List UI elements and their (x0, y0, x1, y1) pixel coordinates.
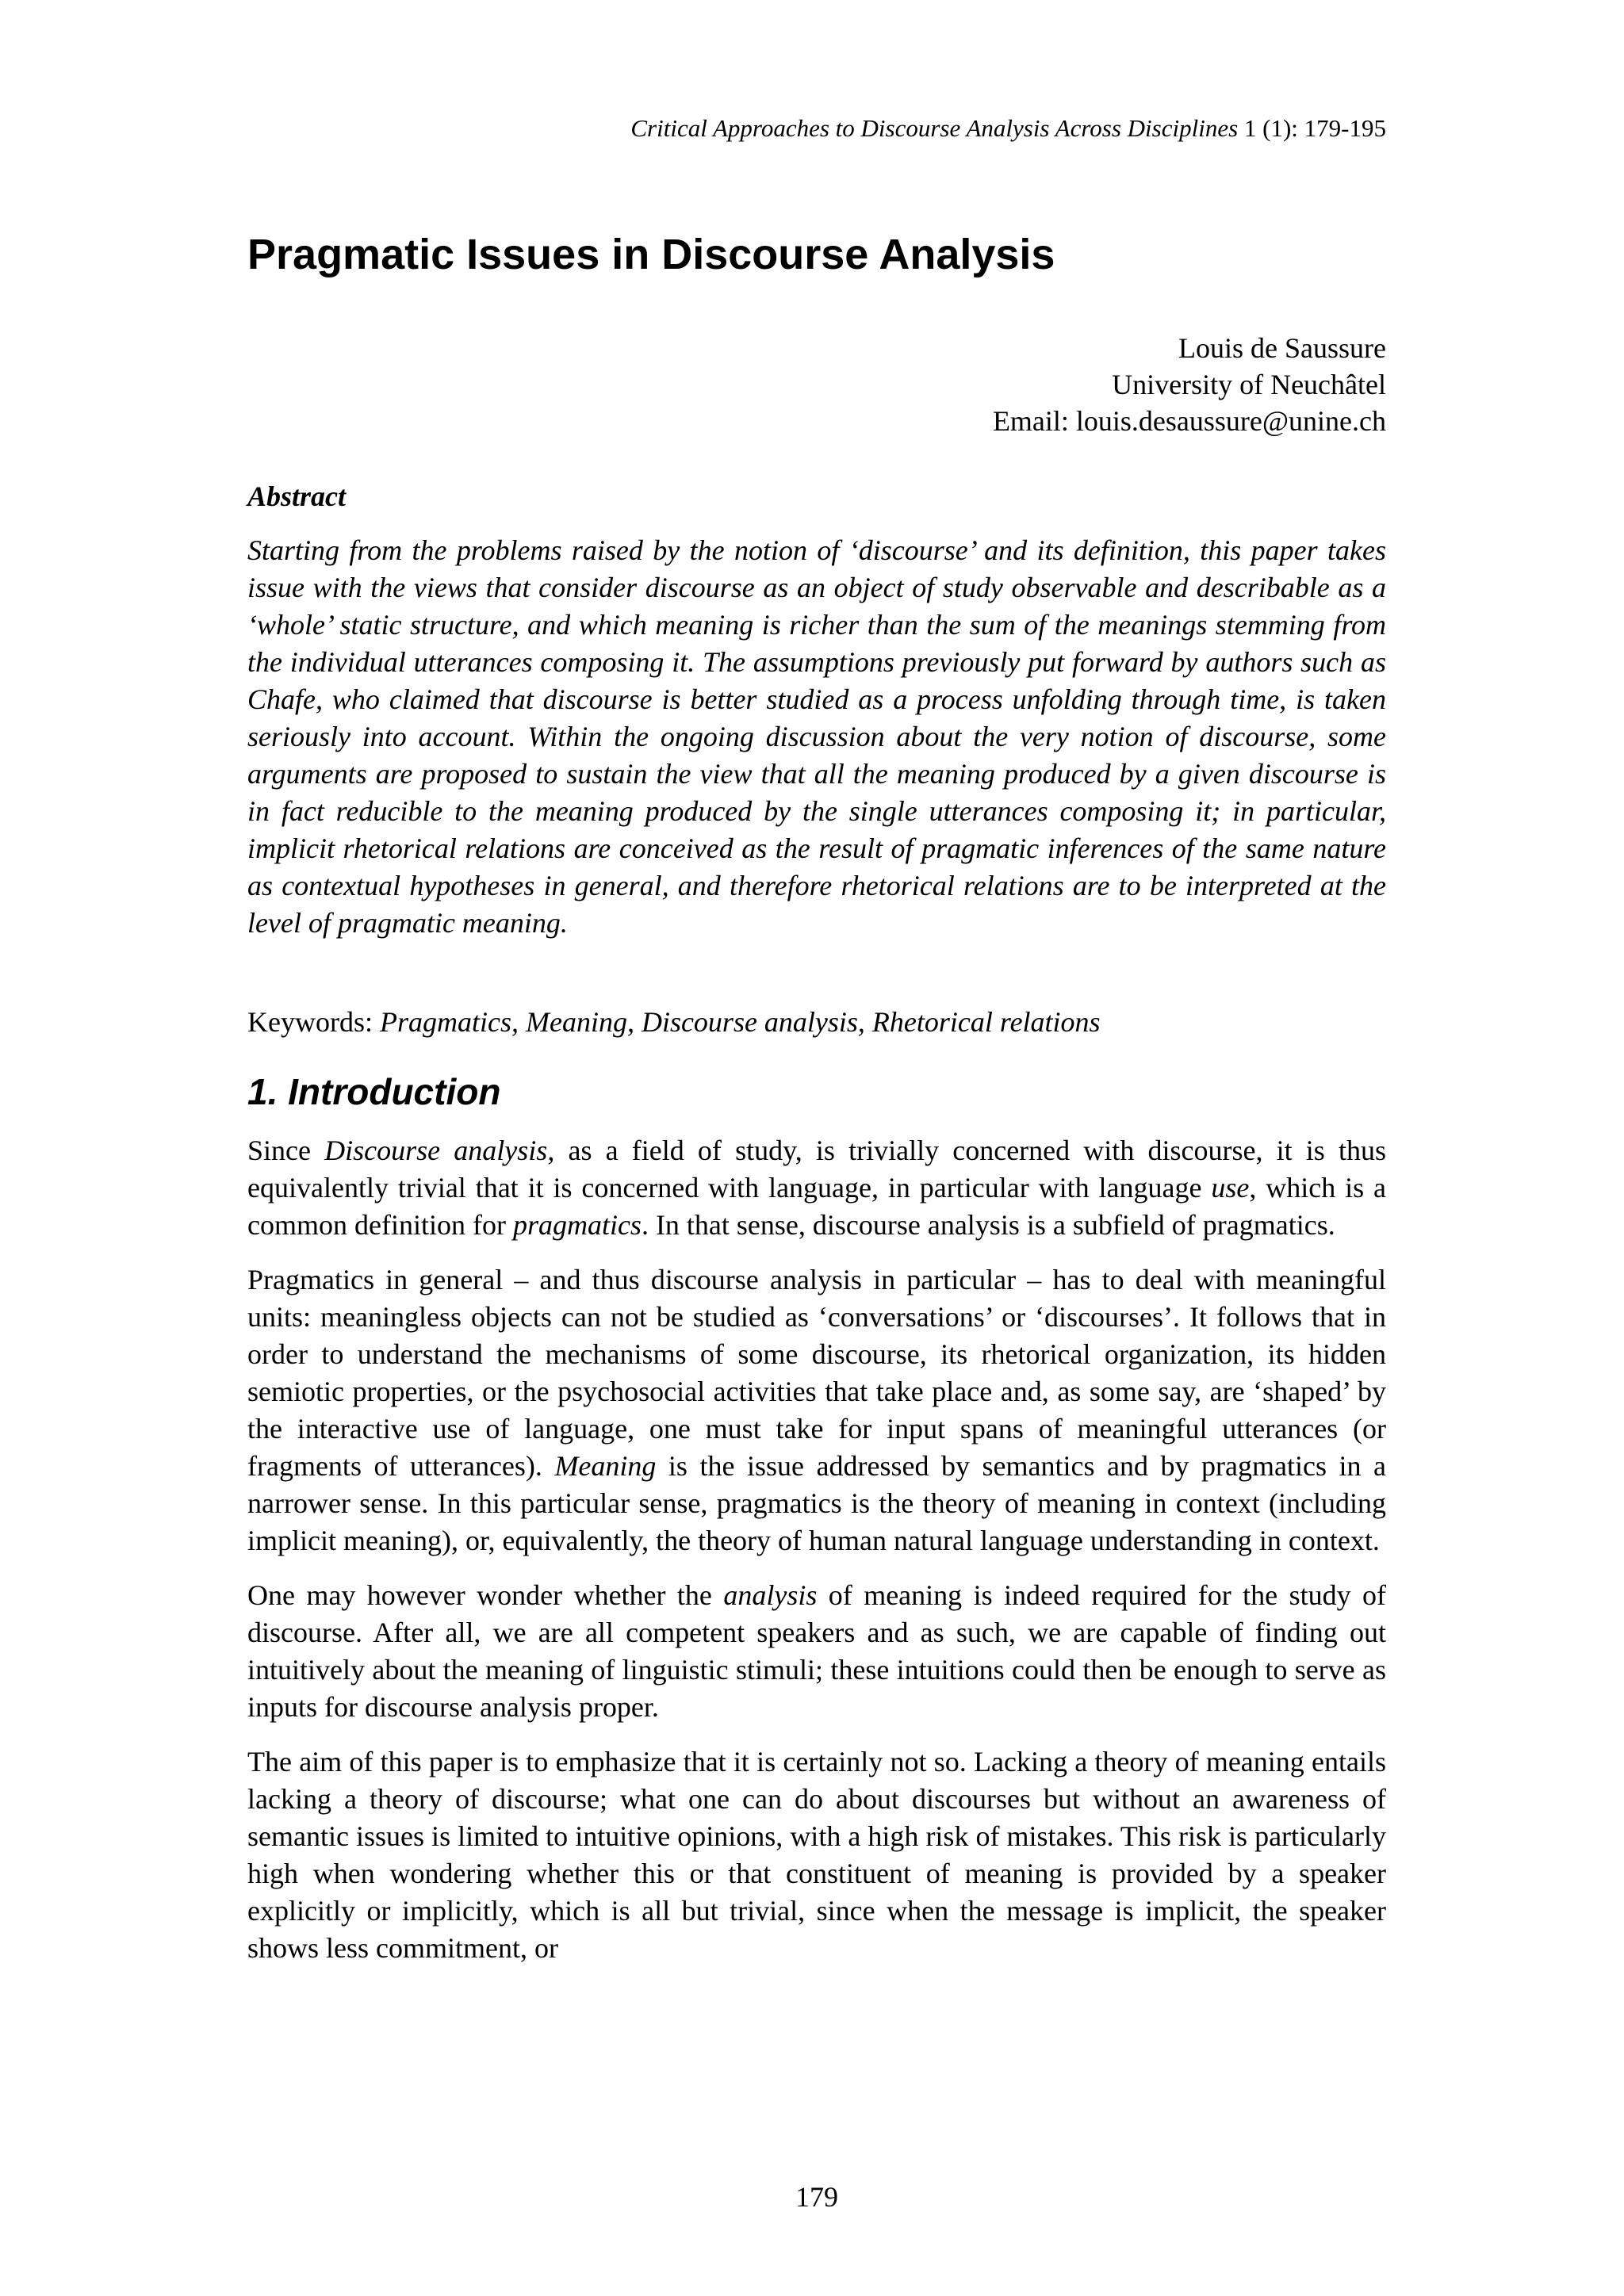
keywords-label: Keywords: (247, 1006, 380, 1038)
keywords-list: Pragmatics, Meaning, Discourse analysis, Rhetorical relations (379, 1006, 1101, 1038)
paragraph-4: The aim of this paper is to emphasize that it is certainly not so. Lacking a theory of meaning entails lacking a theory of discourse; what one can do about discourses but without an awareness of semantic issues is limited to intuitive opinions, with a high risk of mistakes. This risk is particularly high when wondering whether this or that constituent of meaning is provided by a speaker explicitly or implicitly, which is all but trivial, since when the message is implicit, the speaker shows less commitment, or (247, 1746, 1386, 1964)
paragraph-2 (247, 1261, 1386, 1559)
emphasis-meaning: Meaning (554, 1450, 657, 1482)
author-email: Email: louis.desaussure@unine.ch (992, 405, 1386, 437)
author-name: Louis de Saussure (1178, 332, 1386, 364)
emphasis-use: use (1211, 1172, 1250, 1203)
paper-page (247, 0, 1386, 2296)
text-run: . In that sense, discourse analysis is a subfield of pragmatics. (641, 1209, 1335, 1241)
journal-name: Critical Approaches to Discourse Analysis Across Disciplines (630, 114, 1239, 142)
running-header (630, 113, 1386, 144)
section-heading-introduction: 1. Introduction (247, 1071, 501, 1112)
page-number: 179 (795, 2181, 838, 2213)
author-block (993, 330, 1386, 439)
paragraph-1 (247, 1132, 1386, 1244)
section-body (247, 1132, 1386, 1984)
author-affiliation: University of Neuchâtel (1112, 369, 1386, 400)
abstract-heading: Abstract (247, 480, 347, 512)
emphasis-pragmatics: pragmatics (512, 1209, 642, 1241)
text-run: of meaning is indeed required for the study of discourse. After all, we are all competent speakers and as such, we are capable of finding out intuitively about the meaning of linguistic stimuli; these intuitions could then be enough to serve as inputs for discourse analysis proper. (247, 1579, 1386, 1723)
emphasis-discourse-analysis: Discourse analysis (324, 1135, 548, 1166)
text-run: is the issue addressed by semantics and by pragmatics in a narrower sense. In this particular sense, pragmatics is the theory of meaning in context (including implicit meaning), or, equivalently, the theory of human natural language understanding in context. (247, 1450, 1387, 1556)
journal-issue: 1 (1): 179-195 (1238, 114, 1386, 142)
text-run: , as a field of study, is trivially concerned with discourse, it is thus equivalently trivial that it is concerned with language, in particular with language (247, 1135, 1386, 1203)
text-run: Pragmatics in general – and thus discourse analysis in particular – has to deal with meaningful units: meaningless objects can not be studied as ‘conversations’ or ‘discourses’. It follows that in order to understand the mechanisms of some discourse, its rhetorical organization, its hidden semiotic properties, or the psychosocial activities that take place and, as some say, are ‘shaped’ by the interactive use of language, one must take for input spans of meaningful utterances (or fragments of utterances). (247, 1264, 1386, 1482)
paper-title: Pragmatic Issues in Discourse Analysis (247, 231, 1055, 278)
abstract-text: Starting from the problems raised by the notion of ‘discourse’ and its definition, this paper takes issue with the views that consider discourse as an object of study observable and describable as a ‘whole’ static structure, and which meaning is richer than the sum of the meanings stemming from the individual utterances composing it. The assumptions previously put forward by authors such as Chafe, who claimed that discourse is better studied as a process unfolding through time, is taken seriously into account. Within the ongoing discussion about the very notion of discourse, some arguments are proposed to sustain the view that all the meaning produced by a given discourse is in fact reducible to the meaning produced by the single utterances composing it; in particular, implicit rhetorical relations are conceived as the result of pragmatic inferences of the same nature as contextual hypotheses in general, and therefore rhetorical relations are to be interpreted at the level of pragmatic meaning. (247, 534, 1386, 939)
keywords (247, 1004, 1101, 1040)
emphasis-analysis: analysis (723, 1579, 818, 1611)
text-run: One may however wonder whether the (247, 1579, 724, 1611)
text-run: Since (247, 1135, 325, 1166)
paragraph-3 (247, 1577, 1386, 1726)
text-run: , which is a common definition for (247, 1172, 1386, 1241)
